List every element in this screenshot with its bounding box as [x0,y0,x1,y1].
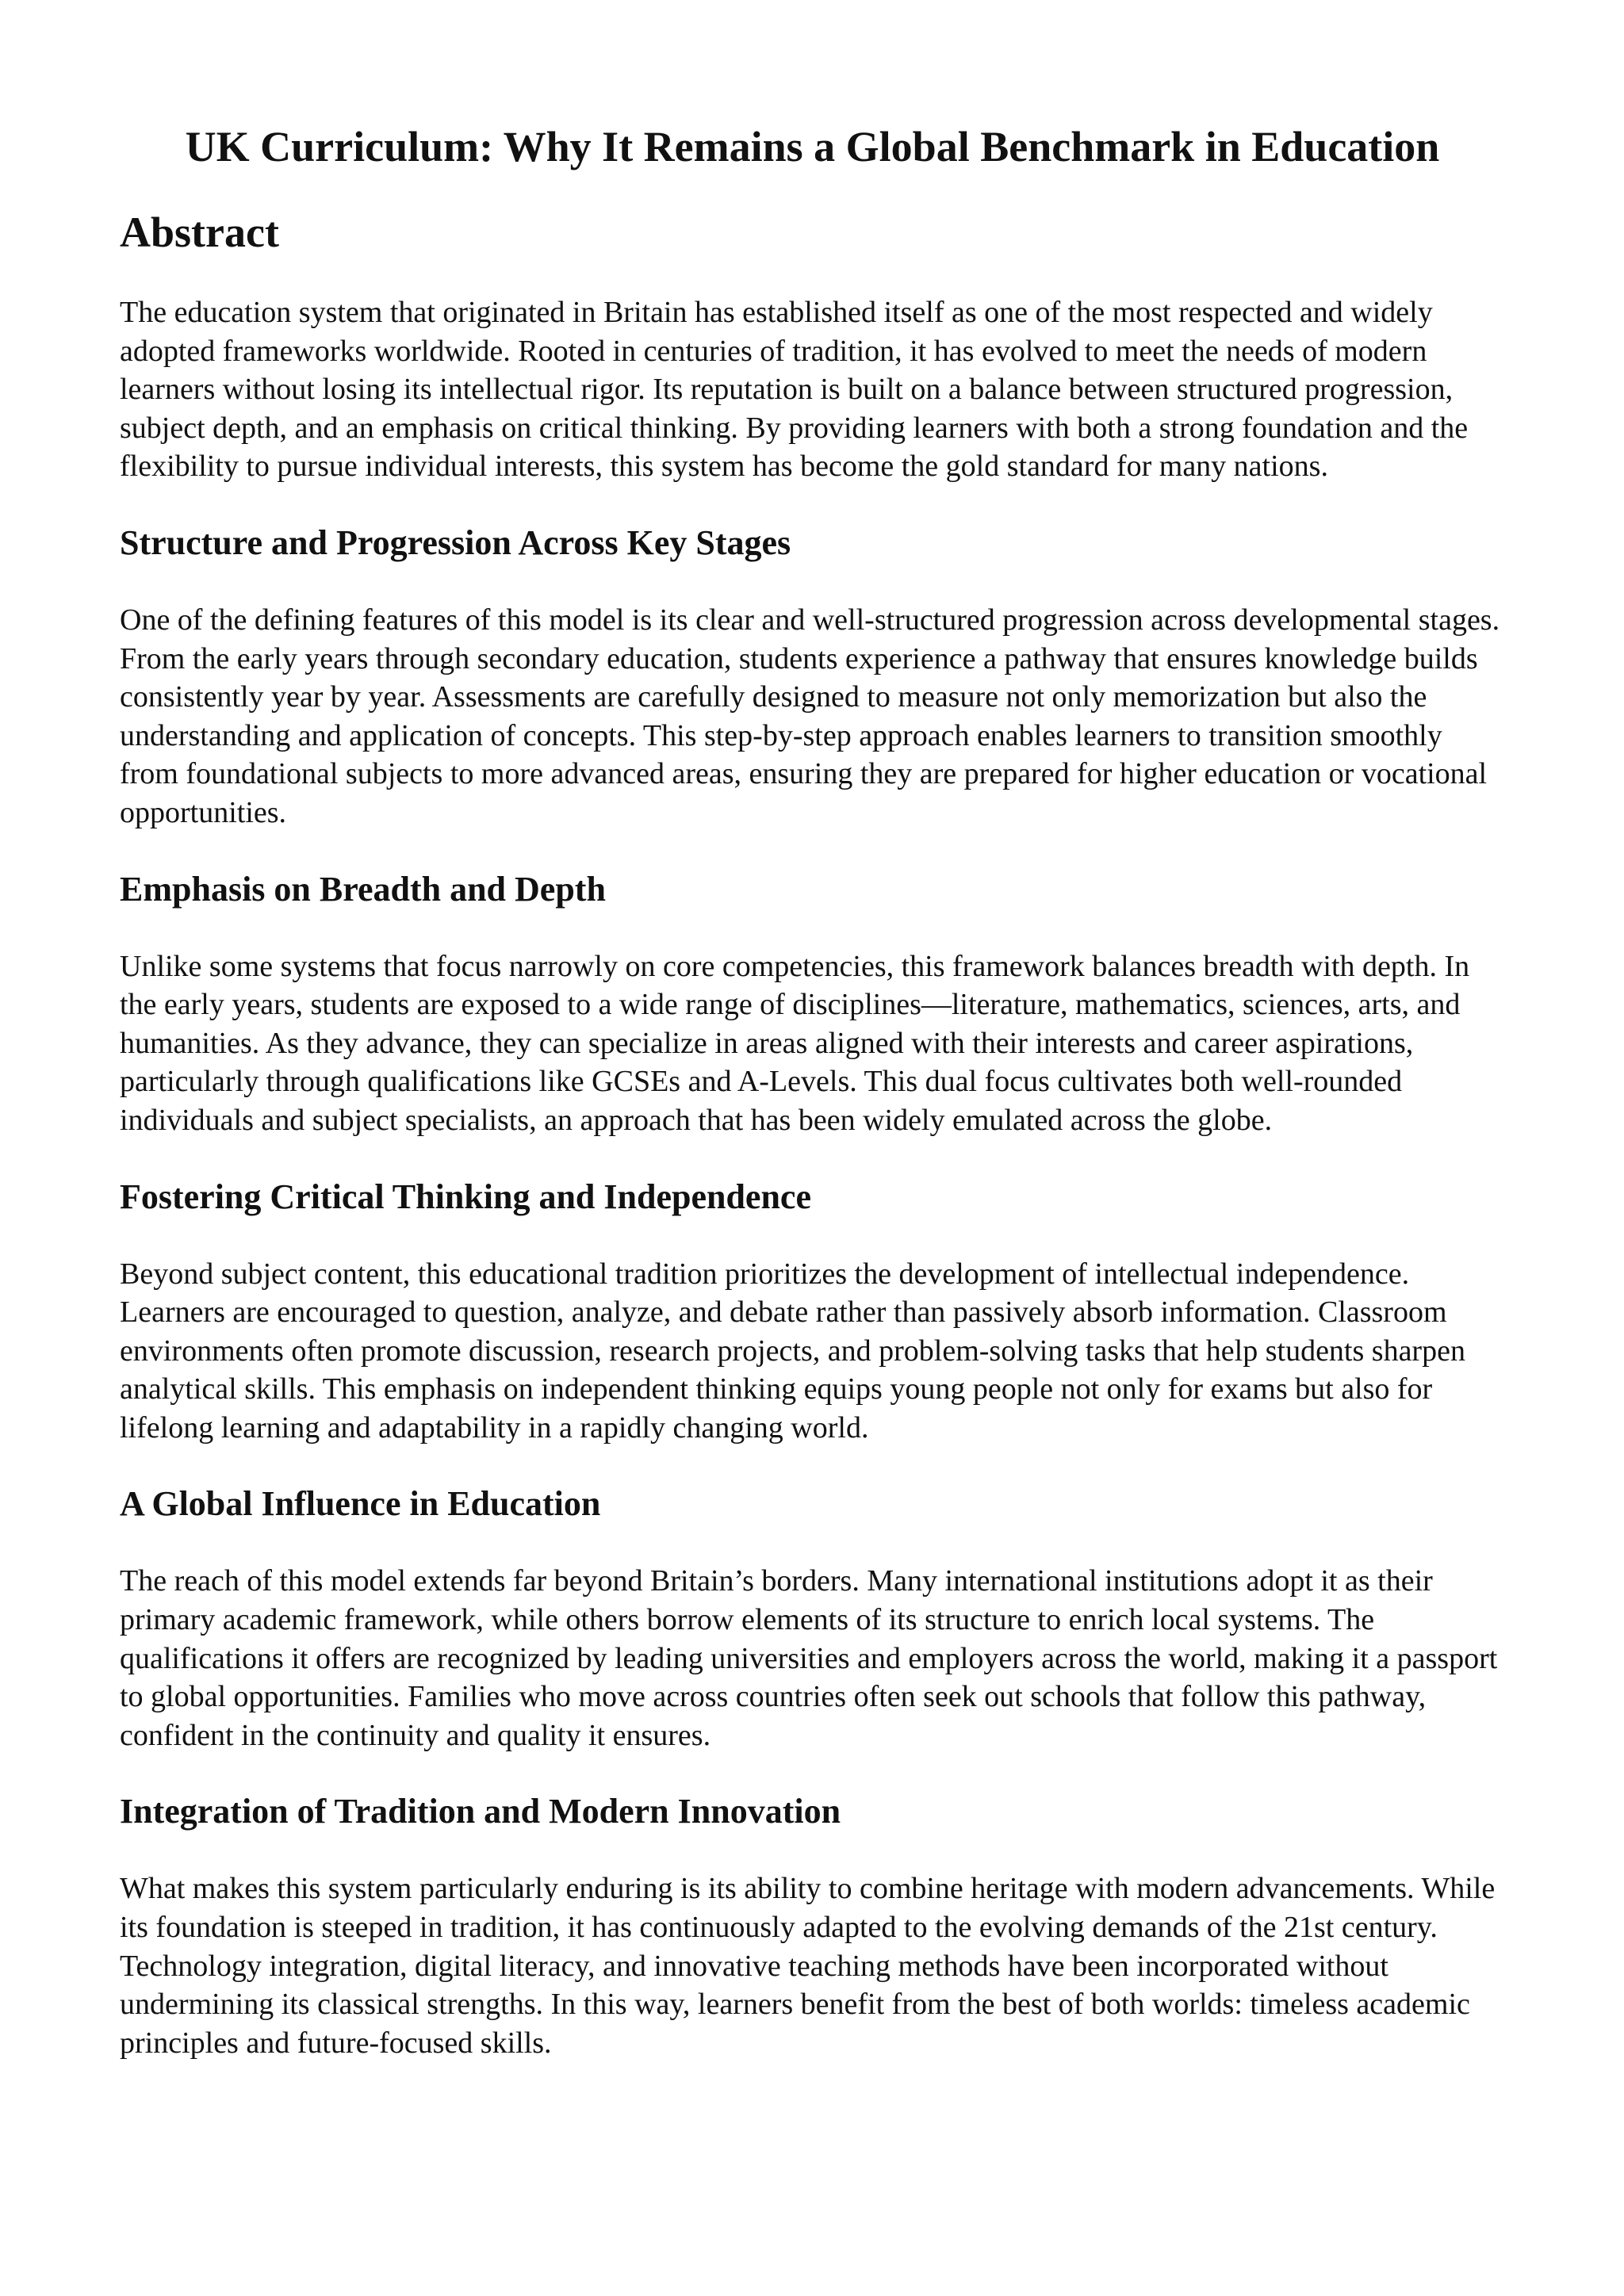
section-critical-thinking [120,1175,1505,1448]
section-paragraph: One of the defining features of this model is its clear and well-structured progression across developmental stages. From the early years through secondary education, students experience a pathway that ensures knowledge builds consistently year by year. Assessments are carefully designed to measure not only memorization but also the understanding and application of concepts. This step-by-step approach enables learners to transition smoothly from foundational subjects to more advanced areas, ensuring they are prepared for higher education or vocational opportunities. [120,603,1500,829]
section-breadth-depth [120,867,1505,1140]
section-heading: A Global Influence in Education [120,1484,601,1524]
section-paragraph: The reach of this model extends far beyond Britain’s borders. Many international institutions adopt it as their primary academic framework, while others borrow elements of its structure to enrich local systems. The qualifications it offers are recognized by leading universities and employers across the world, making it a passport to global opportunities. Families who move across countries often seek out schools that follow this pathway, confident in the continuity and quality it ensures. [120,1564,1498,1752]
section-heading: Fostering Critical Thinking and Independence [120,1177,811,1216]
section-paragraph: What makes this system particularly enduring is its ability to combine heritage with modern advancements. While its foundation is steeped in tradition, it has continuously adapted to the evolving demands of the 21st century. Technology integration, digital literacy, and innovative teaching methods have been incorporated without undermining its classical strengths. In this way, learners benefit from the best of both worlds: timeless academic principles and future-focused skills. [120,1872,1496,2060]
section-heading: Integration of Tradition and Modern Innovation [120,1792,841,1831]
document-title: UK Curriculum: Why It Remains a Global Benchmark in Education [185,123,1440,170]
abstract-heading: Abstract [120,209,279,256]
section-structure-progression [120,521,1505,832]
section-tradition-innovation [120,1789,1505,2062]
section-heading: Structure and Progression Across Key Stages [120,522,791,562]
section-paragraph: Unlike some systems that focus narrowly on core competencies, this framework balances breadth with depth. In the early years, students are exposed to a wide range of disciplines—literature, mathematics, sciences, arts, and humanities. As they advance, they can specialize in areas aligned with their interests and career aspirations, particularly through qualifications like GCSEs and A-Levels. This dual focus cultivates both well-rounded individuals and subject specialists, an approach that has been widely emulated across the globe. [120,949,1470,1137]
section-global-influence [120,1482,1505,1755]
section-heading: Emphasis on Breadth and Depth [120,869,606,909]
abstract-paragraph: The education system that originated in Britain has established itself as one of the most respected and widely adopted frameworks worldwide. Rooted in centuries of tradition, it has evolved to meet the needs of modern learners without losing its intellectual rigor. Its reputation is built on a balance between structured progression, subject depth, and an emphasis on critical thinking. By providing learners with both a strong foundation and the flexibility to pursue individual interests, this system has become the gold standard for many nations. [120,296,1469,484]
section-paragraph: Beyond subject content, this educational tradition prioritizes the development of intellectual independence. Learners are encouraged to question, analyze, and debate rather than passively absorb information. Classroom environments often promote discussion, research projects, and problem-solving tasks that help students sharpen analytical skills. This emphasis on independent thinking equips young people not only for exams but also for lifelong learning and adaptability in a rapidly changing world. [120,1257,1465,1445]
